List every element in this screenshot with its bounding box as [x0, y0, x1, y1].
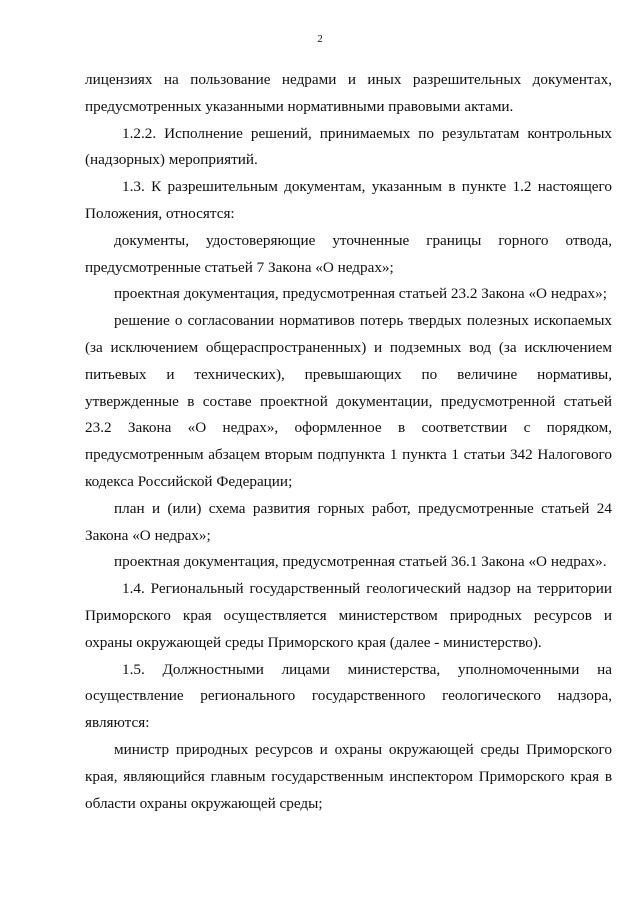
paragraph-1-4: 1.4. Региональный государственный геологический надзор на территории Приморского края осуществляется министерством природных ресурсов и охраны окружающей среды Приморского края (далее - министерство). — [85, 580, 612, 651]
paragraph-1-5: 1.5. Должностными лицами министерства, уполномоченными на осуществление регионального государственного геологического надзора, являются: — [85, 660, 612, 732]
paragraph-licenses-continuation: лицензиях на пользование недрами и иных разрешительных документах, предусмотренных указанными нормативными правовыми актами. — [85, 71, 612, 115]
paragraph-minister: министр природных ресурсов и охраны окружающей среды Приморского края, являющийся главным государственным инспектором Приморского края в области охраны окружающей среды; — [85, 740, 612, 812]
paragraph-mining-plan: план и (или) схема развития горных работ, предусмотренные статьей 24 Закона «О недрах»; — [85, 499, 612, 544]
paragraph-mining-allotment-documents: документы, удостоверяющие уточненные границы горного отвода, предусмотренные статьей 7 Закона «О недрах»; — [85, 231, 612, 276]
paragraph-project-documentation-23-2: проектная документация, предусмотренная статьей 23.2 Закона «О недрах»; — [114, 285, 607, 303]
paragraph-1-3: 1.3. К разрешительным документам, указанным в пункте 1.2 настоящего Положения, относятся: — [85, 178, 612, 222]
paragraph-project-documentation-36-1: проектная документация, предусмотренная статьей 36.1 Закона «О недрах». — [114, 553, 607, 571]
paragraph-loss-standards-decision: решение о согласовании нормативов потерь твердых полезных ископаемых (за исключением общераспространенных) и подземных вод (за исключением питьевых и технических), превышающих по величине нормативы, утвержденные в составе проектной документации, предусмотренной статьей 23.2 Закона «О недрах», оформленное в соответствии с порядком, предусмотренным абзацем вторым подпункта 1 пункта 1 статьи 342 Налогового кодекса Российской Федерации; — [85, 312, 612, 490]
paragraph-1-2-2: 1.2.2. Исполнение решений, принимаемых по результатам контрольных (надзорных) мероприятий. — [85, 124, 612, 169]
document-body — [85, 67, 612, 817]
page-number: 2 — [317, 33, 323, 45]
